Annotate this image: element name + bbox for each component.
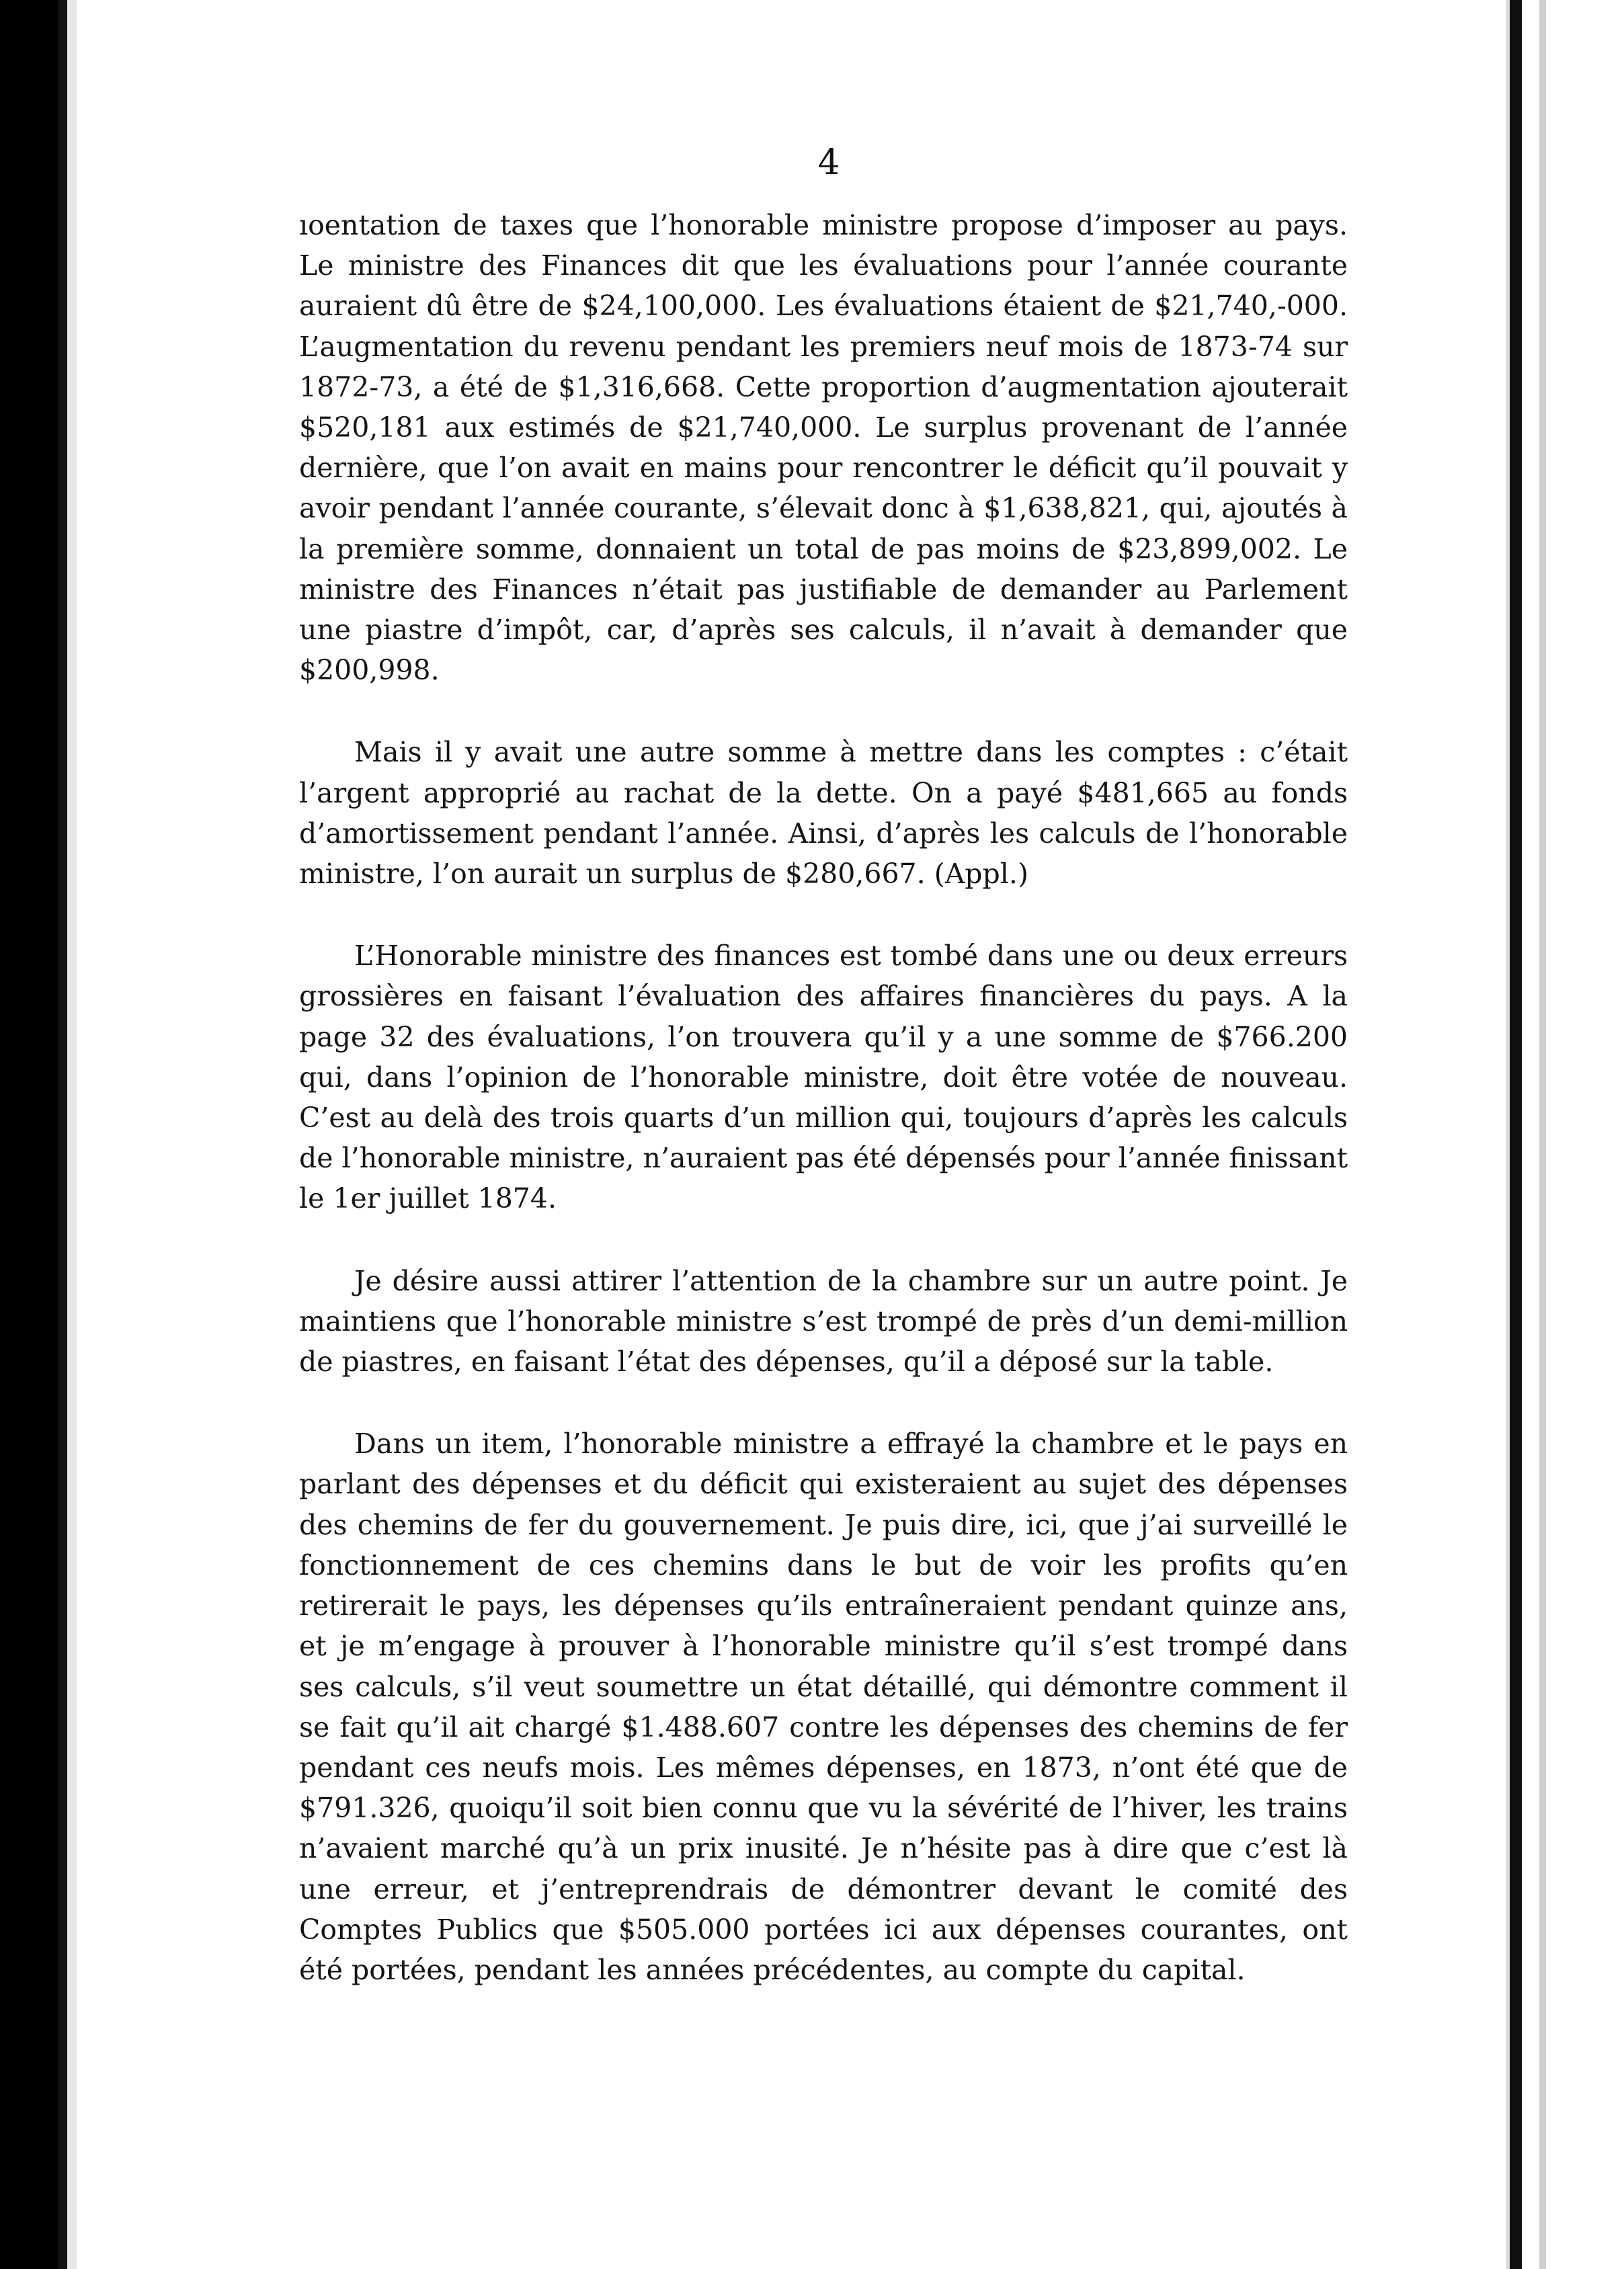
page-gutter-shadow — [1539, 0, 1546, 2269]
paragraph-4: Je désire aussi attirer l’attention de la chambre sur un autre point. Je maintiens que l’honorable ministre s’est trompé de près d’un demi-million de piastres, en faisant l’état des dépenses, qu’il a déposé sur la table. — [299, 1264, 1348, 1378]
scan-border-left — [0, 0, 58, 2269]
adjacent-page-edge — [1510, 0, 1624, 2269]
paragraph-1: ıoentation de taxes que l’honorable ministre propose d’imposer au pays. Le ministre des Finances dit que les évaluations pour l’année courante auraient dû être de $24,100,000. Les évaluations étaient de $21,740,-000. L’augmentation du revenu pendant les premiers neuf mois de 1873-74 sur 1872-73, a été de $1,316,668. Cette proportion d’augmentation ajouterait $520,181 aux estimés de $21,740,000. Le surplus provenant de l’année dernière, que l’on avait en mains pour rencontrer le déficit qu’il pouvait y avoir pendant l’année courante, s’élevait donc à $1,638,821, qui, ajoutés à la première somme, donnaient un total de pas moins de $23,899,002. Le ministre des Finances n’était pas justifiable de demander au Parlement une piastre d’impôt, car, d’après ses calculs, il n’avait à demander que $200,998. — [299, 209, 1348, 687]
page-number: 4 — [817, 142, 840, 183]
paragraph-5: Dans un item, l’honorable ministre a effrayé la chambre et le pays en parlant des dépenses et du déficit qui existeraient au sujet des dépenses des chemins de fer du gouvernement. Je puis dire, ici, que j’ai surveillé le fonctionnement de ces chemins dans le but de voir les profits qu’en retirerait le pays, les dépenses qu’ils entraîneraient pendant quinze ans, et je m’engage à prouver à l’honorable ministre qu’il s’est trompé dans ses calculs, s’il veut soumettre un état détaillé, qui démontre comment il se fait qu’il ait chargé $1.488.607 contre les dépenses des chemins de fer pendant ces neufs mois. Les mêmes dépenses, en 1873, n’ont été que de $791.326, quoiqu’il soit bien connu que vu la sévérité de l’hiver, les trains n’avaient marché qu’à un prix inusité. Je n’hésite pas à dire que c’est là une erreur, et j’entreprendrais de démontrer devant le comité des Comptes Publics que $505.000 portées ici aux dépenses courantes, ont été portées, pendant les années précédentes, au compte du capital. — [299, 1428, 1348, 1986]
paragraph-3: L’Honorable ministre des finances est tombé dans une ou deux erreurs grossières en faisant l’évaluation des affaires financières du pays. A la page 32 des évaluations, l’on trouvera qu’il y a une somme de $766.200 qui, dans l’opinion de l’honorable ministre, doit être votée de nouveau. C’est au delà des trois quarts d’un million qui, toujours d’après les calculs de l’honorable ministre, n’auraient pas été dépensés pour l’année finissant le 1er juillet 1874. — [299, 940, 1348, 1215]
paragraph-2: Mais il y avait une autre somme à mettre dans les comptes : c’était l’argent approprié au rachat de la dette. On a payé $481,665 au fonds d’amortissement pendant l’année. Ainsi, d’après les calculs de l’honorable ministre, l’on aurait un surplus de $280,667. (Appl.) — [299, 736, 1348, 891]
body-text — [299, 205, 1348, 2032]
